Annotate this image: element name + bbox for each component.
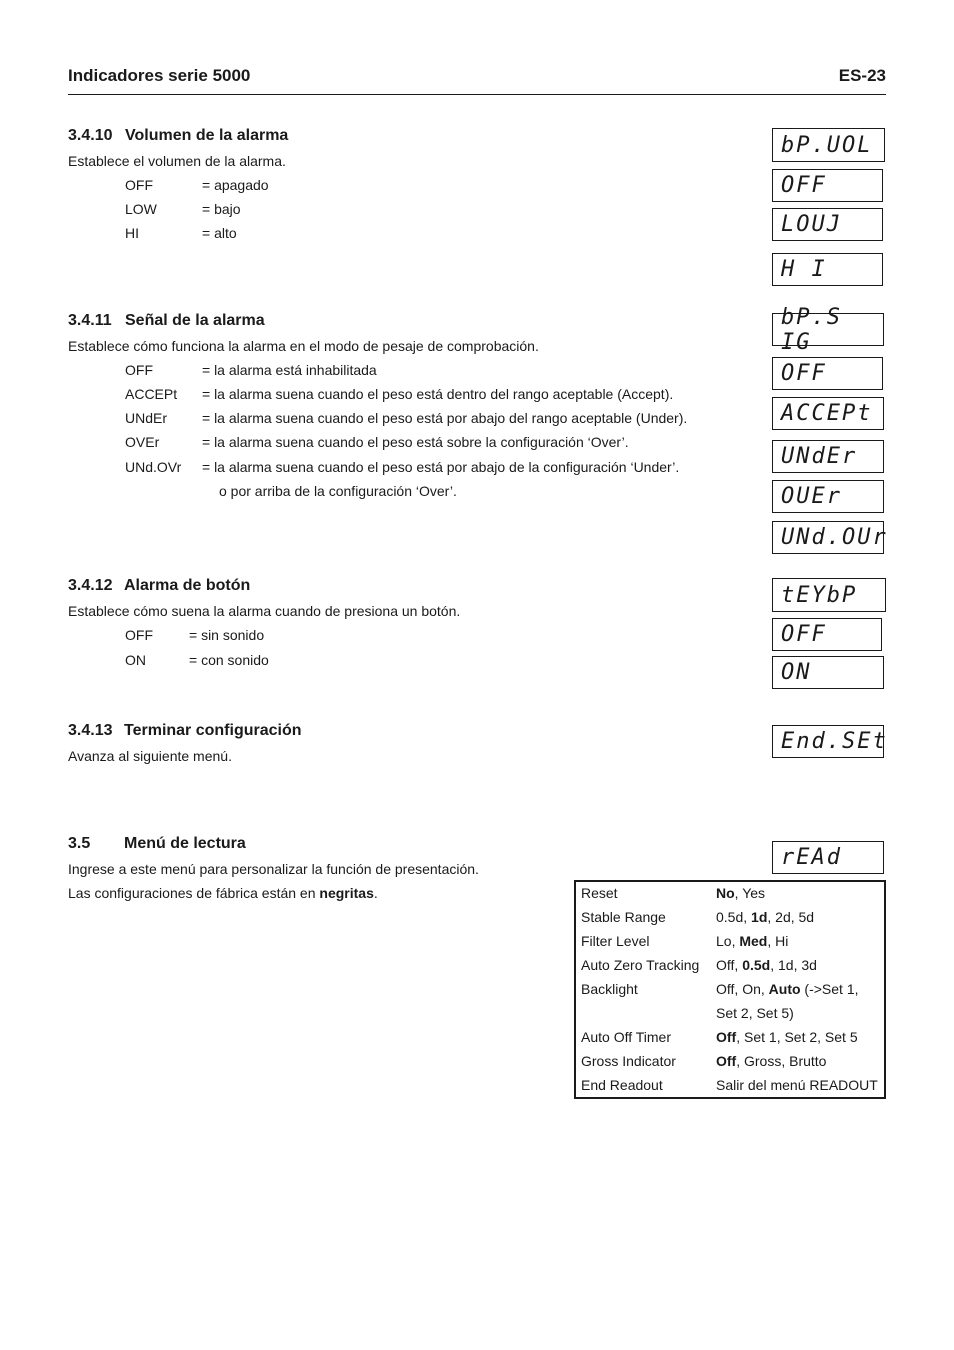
section-number: 3.4.11 [68, 312, 112, 329]
option-value: = alto [202, 225, 237, 241]
desc-text-end: . [373, 885, 378, 901]
value-part: , Yes [734, 885, 766, 901]
section-number: 3.4.13 [68, 722, 113, 739]
lcd-display: ACCEPt [772, 397, 884, 430]
table-value [716, 933, 788, 949]
option-value: = sin sonido [189, 627, 265, 643]
section-number: 3.4.12 [68, 577, 113, 594]
option-value: = la alarma suena cuando el peso está por abajo de la configuración ‘Under’. [202, 459, 680, 475]
table-value [716, 1077, 878, 1093]
lcd-display: ON [772, 656, 884, 689]
table-row [576, 978, 884, 1002]
table-value [716, 1029, 858, 1045]
table-row [576, 1002, 884, 1026]
table-row [576, 1074, 884, 1098]
value-part: Salir del menú READOUT [716, 1077, 878, 1093]
desc-text: Las configuraciones de fábrica están en [68, 885, 320, 901]
table-key: Stable Range [581, 909, 666, 925]
option-key: UNd.OVr [125, 459, 182, 475]
section-number: 3.4.10 [68, 127, 113, 144]
table-row [576, 930, 884, 954]
table-row [576, 1050, 884, 1074]
option-key: ON [125, 652, 146, 668]
lcd-display: UNd.OUr [772, 521, 884, 554]
table-key: End Readout [581, 1077, 663, 1093]
value-part: 0.5d, [716, 909, 752, 925]
table-value [716, 909, 814, 925]
option-value: = apagado [202, 177, 269, 193]
value-part: (->Set 1, [800, 981, 859, 997]
lcd-display: H I [772, 253, 883, 286]
value-part: Off, On, [716, 981, 769, 997]
table-row [576, 882, 884, 906]
value-part: , Set 1, Set 2, Set 5 [736, 1029, 858, 1045]
section-heading: Menú de lectura [124, 835, 246, 852]
option-value: = bajo [202, 201, 241, 217]
table-value [716, 981, 859, 997]
value-part: 1d [751, 909, 768, 925]
header-title: Indicadores serie 5000 [68, 66, 251, 85]
table-key: Reset [581, 885, 618, 901]
value-part: Off [716, 1029, 737, 1045]
table-key: Auto Off Timer [581, 1029, 671, 1045]
value-part: , Hi [767, 933, 789, 949]
table-key: Gross Indicator [581, 1053, 676, 1069]
lcd-display: LOUJ [772, 208, 883, 241]
table-value [716, 1005, 794, 1021]
lcd-display: bP.S IG [772, 313, 884, 346]
section-3412-desc: Establece cómo suena la alarma cuando de presiona un botón. [68, 603, 461, 619]
option-key: LOW [125, 201, 157, 217]
desc-bold: negritas [319, 885, 374, 901]
table-value [716, 885, 765, 901]
lcd-display: OFF [772, 618, 882, 651]
table-value [716, 957, 817, 973]
section-heading: Volumen de la alarma [125, 127, 289, 144]
section-3411-desc: Establece cómo funciona la alarma en el modo de pesaje de comprobación. [68, 338, 539, 354]
lcd-display: bP.UOL [772, 128, 885, 162]
lcd-display: OUEr [772, 480, 884, 513]
table-value [716, 1053, 826, 1069]
value-part: Set 2, Set 5) [716, 1005, 794, 1021]
readout-settings-table [574, 880, 886, 1099]
section-heading: Alarma de botón [124, 577, 251, 594]
option-key: OFF [125, 362, 153, 378]
value-part: Auto [768, 981, 801, 997]
table-key: Auto Zero Tracking [581, 957, 700, 973]
section-35-desc: Ingrese a este menú para personalizar la función de presentación. [68, 861, 479, 877]
option-continuation: o por arriba de la configuración ‘Over’. [219, 483, 457, 499]
section-heading: Señal de la alarma [125, 312, 265, 329]
option-value: = la alarma está inhabilitada [202, 362, 377, 378]
table-key: Backlight [581, 981, 638, 997]
table-row [576, 906, 884, 930]
option-key: OFF [125, 627, 153, 643]
section-number: 3.5 [68, 835, 91, 852]
value-part: , 2d, 5d [767, 909, 815, 925]
page-number: ES-23 [838, 66, 886, 85]
lcd-display: OFF [772, 357, 883, 390]
lcd-display: UNdEr [772, 440, 884, 473]
option-key: OFF [125, 177, 153, 193]
value-part: No [716, 885, 735, 901]
option-value: = la alarma suena cuando el peso está sobre la configuración ‘Over’. [202, 434, 629, 450]
lcd-display: End.SEt [772, 725, 884, 758]
value-part: , 1d, 3d [770, 957, 817, 973]
lcd-display: OFF [772, 169, 883, 202]
option-value: = la alarma suena cuando el peso está por abajo del rango aceptable (Under). [202, 410, 688, 426]
section-35-desc-defaults [68, 885, 378, 901]
option-value: = con sonido [189, 652, 269, 668]
option-key: OVEr [125, 434, 160, 450]
section-3413-desc: Avanza al siguiente menú. [68, 748, 232, 764]
option-key: UNdEr [125, 410, 168, 426]
lcd-display: rEAd [772, 841, 884, 874]
section-3413-title [68, 722, 302, 740]
section-heading: Terminar configuración [124, 722, 302, 739]
option-key: ACCEPt [125, 386, 178, 402]
value-part: Off, [716, 957, 743, 973]
value-part: Off [716, 1053, 737, 1069]
section-35-title [68, 835, 246, 853]
table-row [576, 1026, 884, 1050]
table-key: Filter Level [581, 933, 650, 949]
value-part: , Gross, Brutto [736, 1053, 827, 1069]
option-value: = la alarma suena cuando el peso está dentro del rango aceptable (Accept). [202, 386, 674, 402]
table-row [576, 954, 884, 978]
section-3410-title [68, 127, 288, 145]
value-part: 0.5d [742, 957, 771, 973]
section-3412-title [68, 577, 250, 595]
header-rule [68, 94, 886, 95]
section-3410-desc: Establece el volumen de la alarma. [68, 153, 286, 169]
option-key: HI [125, 225, 139, 241]
value-part: Lo, [716, 933, 740, 949]
lcd-display: tEYbP [772, 578, 886, 612]
section-3411-title [68, 312, 265, 330]
value-part: Med [739, 933, 768, 949]
